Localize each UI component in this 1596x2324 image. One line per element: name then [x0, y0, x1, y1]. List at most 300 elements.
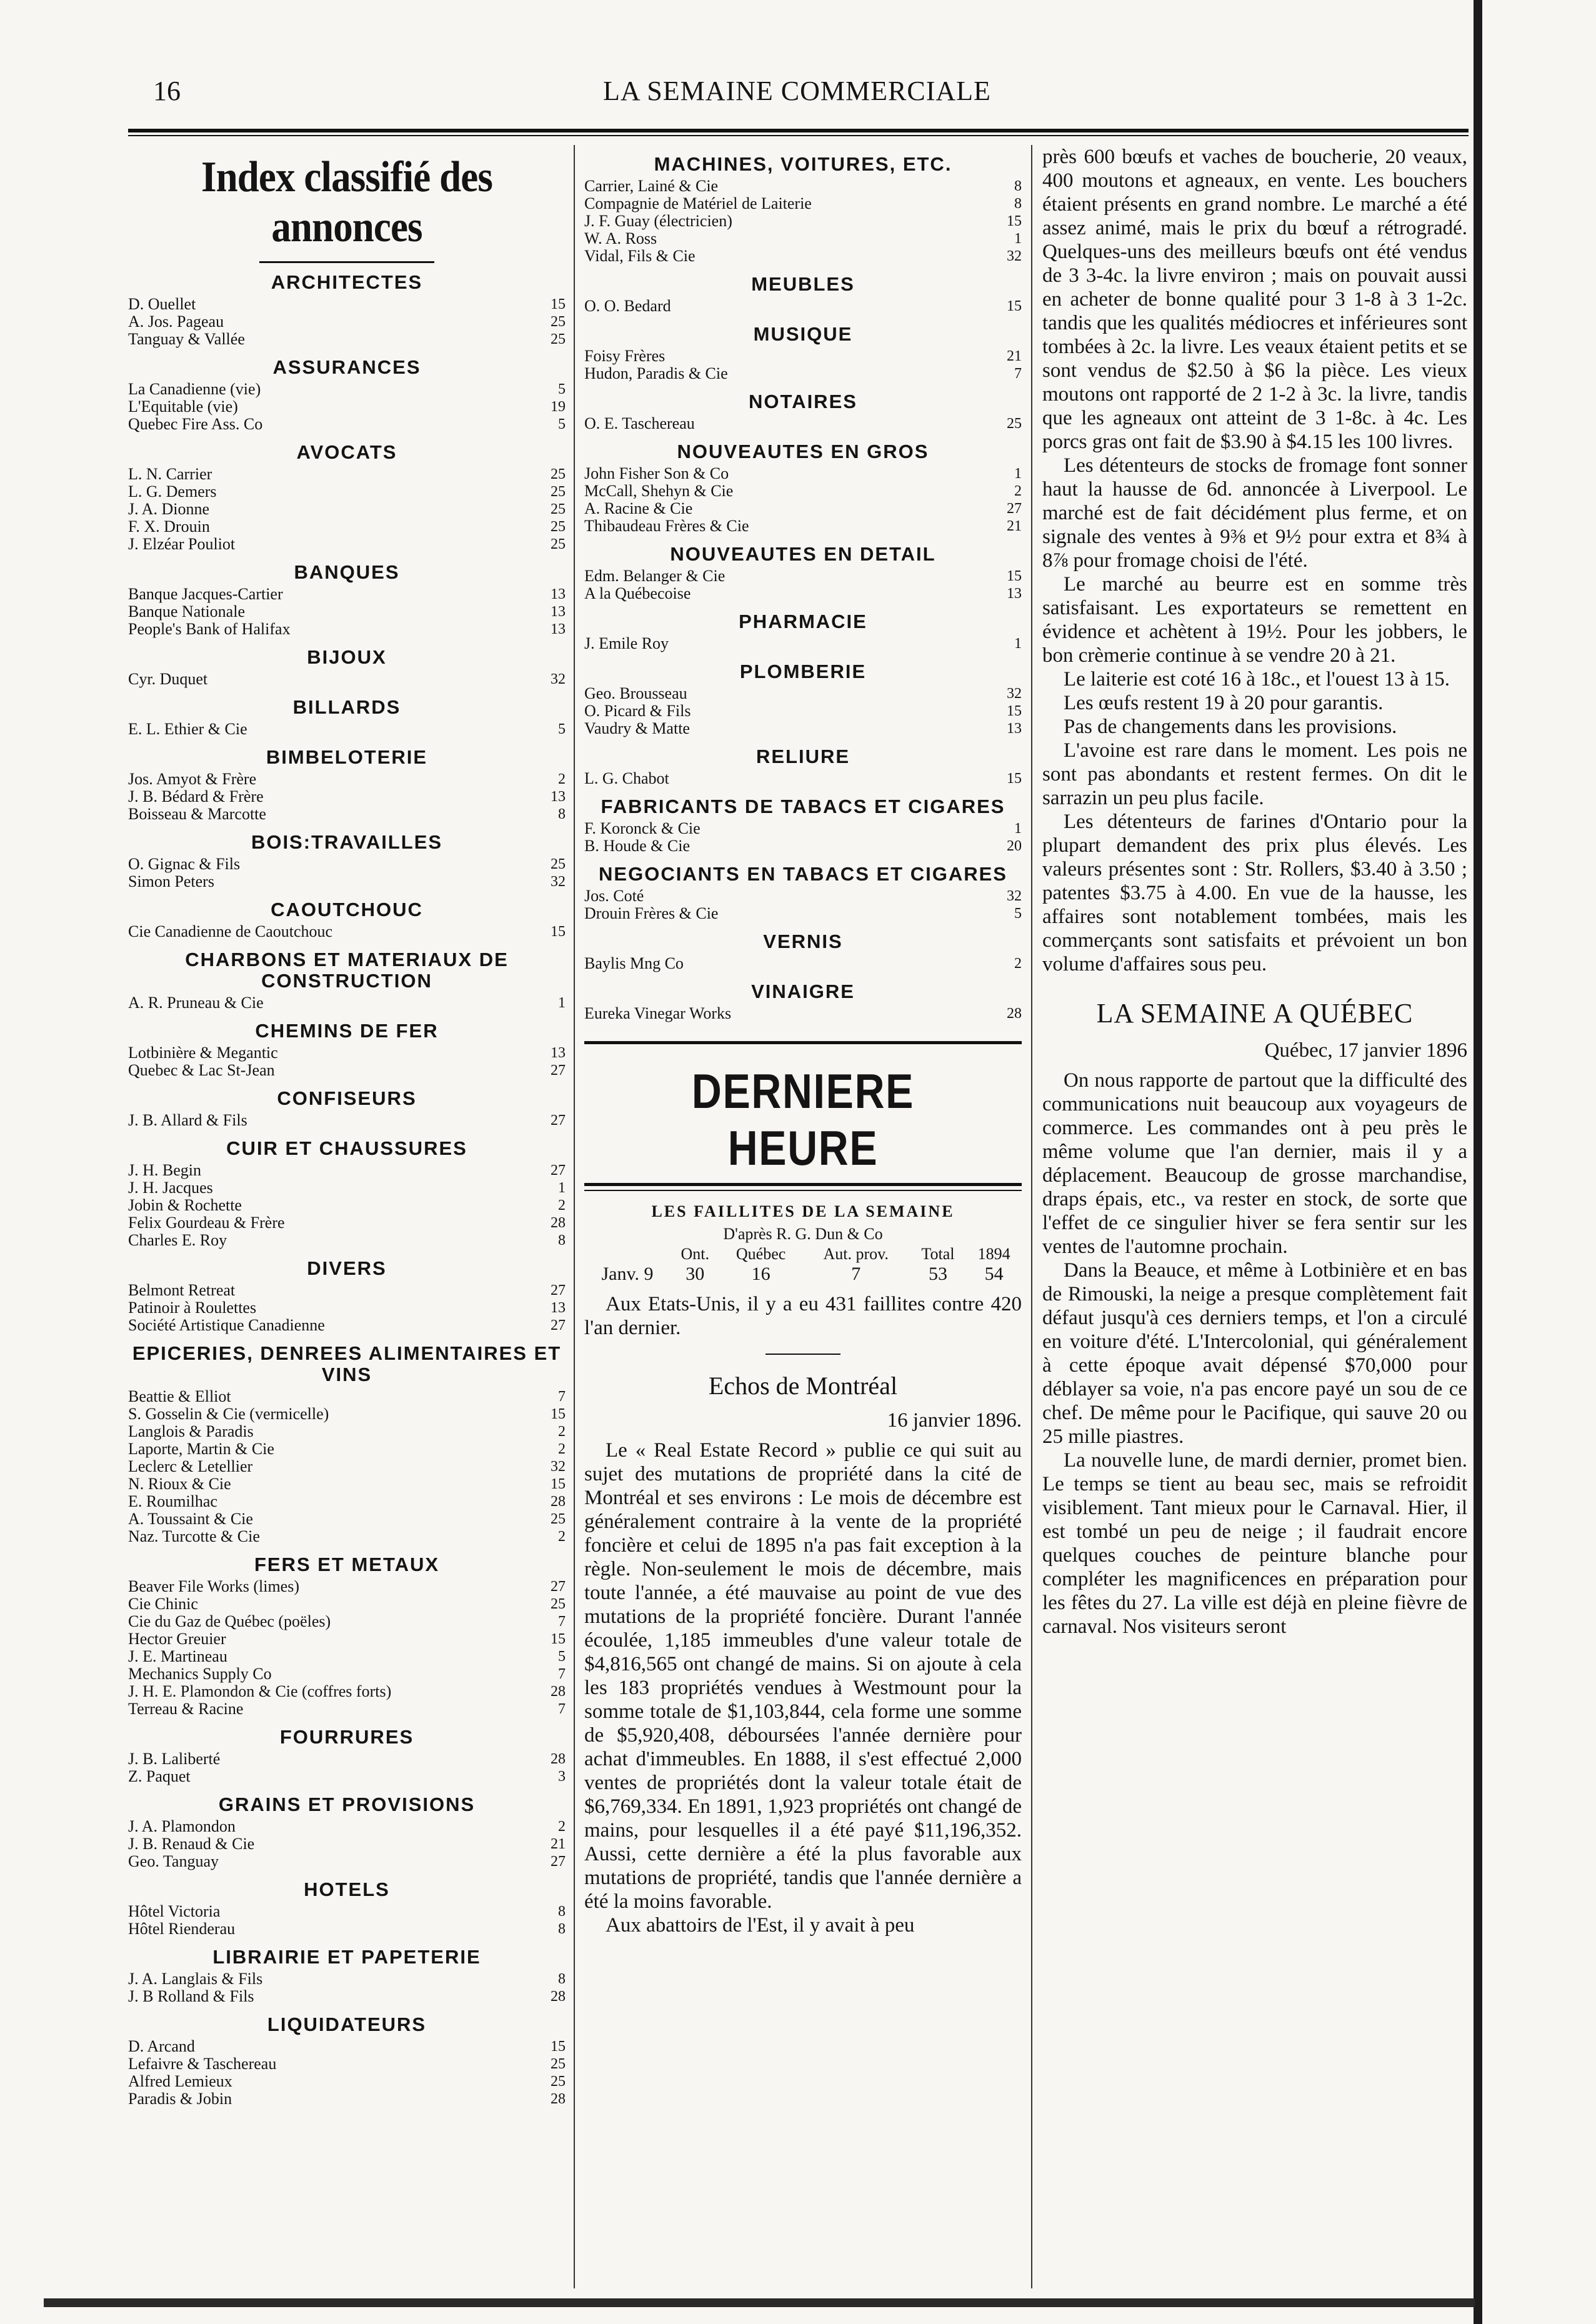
index-entry	[128, 296, 566, 313]
index-entry	[128, 1475, 566, 1493]
market-paragraph: Le marché au beurre est en somme très satisfaisant. Les exportateurs se remettent en évidence et achètent à 19½. Pour les jobbers, le bon crèmerie continue à se vendre 20 à 21.	[1042, 573, 1467, 667]
advertiser-name: J. Elzéar Pouliot	[128, 535, 236, 553]
page-ref: 32	[1007, 888, 1022, 904]
advertiser-name: Jos. Amyot & Frère	[128, 770, 257, 788]
advertiser-name: Charles E. Roy	[128, 1231, 227, 1249]
page-ref: 27	[551, 1317, 566, 1334]
index-entry	[128, 1613, 566, 1630]
page-ref: 15	[1007, 771, 1022, 787]
index-entry	[128, 1903, 566, 1920]
advertiser-name: Jos. Coté	[584, 887, 644, 905]
advertiser-name: J. B Rolland & Fils	[128, 1987, 254, 2005]
index-category-heading: FABRICANTS DE TABACS ET CIGARES	[601, 795, 1005, 817]
advertiser-name: J. A. Langlais & Fils	[128, 1970, 263, 1988]
advertiser-name: D. Ouellet	[128, 295, 196, 313]
page-ref: 32	[1007, 248, 1022, 264]
table-cell: 16	[751, 1264, 771, 1284]
index-category-heading: BOIS:TRAVAILLES	[251, 831, 443, 853]
page-ref: 28	[551, 1683, 566, 1700]
page-ref: 8	[558, 1971, 566, 1987]
index-entry	[128, 1214, 566, 1232]
index-entry	[128, 1388, 566, 1405]
index-entry	[584, 365, 1022, 382]
index-category-heading: NOUVEAUTES EN GROS	[677, 441, 929, 462]
index-entry	[584, 177, 1022, 195]
page-ref: 13	[551, 586, 566, 602]
advertiser-name: J. B. Allard & Fils	[128, 1111, 247, 1129]
page-ref: 7	[558, 1389, 566, 1405]
advertiser-name: O. Gignac & Fils	[128, 855, 241, 873]
advertiser-name: Beaver File Works (limes)	[128, 1577, 299, 1595]
page-ref: 28	[551, 2091, 566, 2107]
advertiser-name: J. H. Jacques	[128, 1179, 213, 1197]
index-entry	[584, 955, 1022, 972]
page-ref: 15	[551, 2038, 566, 2055]
index-entry	[128, 1232, 566, 1249]
index-entry	[128, 536, 566, 553]
index-entry	[584, 465, 1022, 482]
advertiser-name: Société Artistique Canadienne	[128, 1316, 325, 1334]
masthead: LA SEMAINE COMMERCIALE	[603, 76, 991, 106]
advertiser-name: Hôtel Victoria	[128, 1902, 221, 1920]
table-cell: 7	[851, 1264, 861, 1284]
advertiser-name: Thibaudeau Frères & Cie	[584, 517, 749, 535]
index-category-heading: PHARMACIE	[739, 611, 867, 632]
index-entry	[584, 720, 1022, 737]
index-categories-2	[584, 154, 1022, 1022]
index-column-2	[584, 145, 1022, 1937]
advertiser-name: Eureka Vinegar Works	[584, 1004, 732, 1022]
index-entry	[584, 567, 1022, 585]
page-ref: 28	[1007, 1005, 1022, 1022]
index-category-heading: FERS ET METAUX	[254, 1553, 440, 1575]
advertiser-name: Lefaivre & Taschereau	[128, 2055, 277, 2073]
index-entry	[128, 1423, 566, 1440]
index-entry	[128, 1630, 566, 1648]
advertiser-name: Vaudry & Matte	[584, 719, 690, 737]
advertiser-name: E. Roumilhac	[128, 1492, 217, 1510]
column-3	[1042, 145, 1467, 1638]
market-paragraph: L'avoine est rare dans le moment. Les pois ne sont pas abondants et restent fermes. On dit le sarrazin un peu plus facile.	[1042, 739, 1467, 809]
index-category-heading: CHARBONS ET MATERIAUX DE CONSTRUCTION	[185, 949, 509, 992]
page-ref: 27	[551, 1112, 566, 1129]
advertiser-name: Naz. Turcotte & Cie	[128, 1527, 260, 1545]
index-entry	[128, 923, 566, 940]
index-entry	[128, 1920, 566, 1938]
index-category-heading: MEUBLES	[751, 273, 855, 295]
table-header-cell: 1894	[977, 1245, 1010, 1263]
market-paragraph: Les œufs restent 19 à 20 pour garantis.	[1064, 692, 1384, 714]
advertiser-name: Quebec Fire Ass. Co	[128, 415, 263, 433]
advertiser-name: J. E. Martineau	[128, 1647, 227, 1665]
advertiser-name: J. B. Renaud & Cie	[128, 1835, 255, 1853]
index-entry	[584, 415, 1022, 432]
index-entry	[128, 1700, 566, 1718]
advertiser-name: J. F. Guay (électricien)	[584, 212, 732, 230]
page-ref: 28	[551, 1215, 566, 1231]
index-entry	[128, 501, 566, 518]
page-ref: 8	[558, 1903, 566, 1920]
page-ref: 8	[558, 1232, 566, 1249]
index-entry	[584, 500, 1022, 517]
page-ref: 32	[551, 1459, 566, 1475]
advertiser-name: John Fisher Son & Co	[584, 464, 729, 482]
advertiser-name: L. G. Demers	[128, 482, 217, 501]
advertiser-name: McCall, Shehyn & Cie	[584, 482, 734, 500]
page-ref: 8	[1014, 178, 1022, 194]
advertiser-name: Hector Greuier	[128, 1630, 226, 1648]
page-header	[153, 75, 1465, 125]
section-rule	[584, 1041, 1022, 1044]
table-header-cell: Ont.	[681, 1245, 709, 1263]
page-ref: 2	[558, 771, 566, 787]
faillites-data-row	[584, 1264, 1022, 1285]
index-entry	[128, 621, 566, 638]
page-ref: 27	[551, 1853, 566, 1870]
page-ref: 5	[558, 416, 566, 432]
index-entry	[128, 1162, 566, 1179]
index-entry	[128, 1648, 566, 1665]
header-rule	[128, 129, 1469, 132]
page-ref: 7	[1014, 366, 1022, 382]
advertiser-name: Belmont Retreat	[128, 1281, 236, 1299]
index-entry	[584, 685, 1022, 702]
column-divider	[574, 145, 575, 2288]
page-ref: 1	[558, 1180, 566, 1196]
index-entry	[128, 2090, 566, 2108]
advertiser-name: Jobin & Rochette	[128, 1196, 242, 1214]
table-header-cell: Total	[921, 1245, 955, 1263]
page-ref: 1	[558, 995, 566, 1011]
index-entry	[128, 1665, 566, 1683]
index-category-heading: VERNIS	[763, 930, 843, 952]
table-cell: 30	[686, 1264, 705, 1284]
index-category-heading: FOURRURES	[279, 1726, 414, 1748]
index-category-heading: CUIR ET CHAUSSURES	[226, 1137, 467, 1159]
advertiser-name: J. B. Laliberté	[128, 1750, 221, 1768]
index-category-heading: GRAINS ET PROVISIONS	[218, 1793, 476, 1815]
page-ref: 25	[551, 519, 566, 535]
advertiser-name: Geo. Brousseau	[584, 684, 687, 702]
index-category-heading: LIQUIDATEURS	[267, 2013, 427, 2035]
advertiser-name: People's Bank of Halifax	[128, 620, 291, 638]
index-entry	[584, 887, 1022, 905]
index-entry	[128, 1440, 566, 1458]
advertiser-name: Cie Chinic	[128, 1595, 198, 1613]
index-entry	[128, 1282, 566, 1299]
index-category-heading: VINAIGRE	[751, 980, 855, 1002]
quebec-paragraph: Dans la Beauce, et même à Lotbinière et en bas de Rimouski, la neige a presque complètement fait défaut jusqu'à ces derniers temps, et l'on a circulé en voiture d'été. L'Intercolonial, qui généralement à cette époque avait dépensé $70,000 pour déblayer sa voie, n'a pas encore payé un sou de ce chef. De même pour le Pacifique, qui sauve 20 ou 25 mille piastres.	[1042, 1259, 1467, 1448]
advertiser-name: Edm. Belanger & Cie	[584, 567, 726, 585]
index-category-heading: NEGOCIANTS EN TABACS ET CIGARES	[599, 863, 1007, 885]
page-ref: 2	[558, 1818, 566, 1835]
faillites-table	[584, 1245, 1022, 1285]
advertiser-name: Quebec & Lac St-Jean	[128, 1061, 275, 1079]
advertiser-name: Beattie & Elliot	[128, 1387, 231, 1405]
page-ref: 15	[1007, 568, 1022, 584]
page-ref: 32	[551, 671, 566, 687]
market-paragraph: Les détenteurs de farines d'Ontario pour la plupart demandent des prix plus élevés. Les valeurs présentes sont : Str. Rollers, $3.40 à 3.50 ; patentes $3.75 à 4.00. En vue de la hausse, les affaires sont notablement tombées, mais les commerçants sont satisfaits et prévoient un bon volume d'affaires sous peu.	[1042, 810, 1467, 975]
index-category-heading: CHEMINS DE FER	[255, 1020, 439, 1042]
index-entry	[128, 1683, 566, 1700]
advertiser-name: Lotbinière & Megantic	[128, 1044, 278, 1062]
index-entry	[128, 331, 566, 348]
index-entry	[584, 297, 1022, 315]
page-ref: 25	[551, 1511, 566, 1527]
advertiser-name: Laporte, Martin & Cie	[128, 1440, 274, 1458]
index-category-heading: BIMBELOTERIE	[266, 746, 428, 768]
index-entry	[128, 994, 566, 1012]
advertiser-name: E. L. Ethier & Cie	[128, 720, 247, 738]
page-ref: 13	[551, 789, 566, 805]
page-ref: 25	[551, 484, 566, 500]
page-ref: 2	[558, 1529, 566, 1545]
index-entry	[128, 1062, 566, 1079]
page-ref: 2	[558, 1441, 566, 1457]
market-paragraph: Pas de changements dans les provisions.	[1064, 716, 1397, 738]
index-category-heading: ASSURANCES	[272, 356, 421, 378]
index-entry	[128, 416, 566, 433]
advertiser-name: Patinoir à Roulettes	[128, 1299, 257, 1317]
page-edge-bottom	[44, 2298, 1475, 2307]
index-entry	[128, 805, 566, 823]
index-entry	[128, 1197, 566, 1214]
short-rule	[766, 1354, 840, 1355]
page-ref: 21	[1007, 348, 1022, 364]
index-entry	[584, 212, 1022, 230]
advertiser-name: Simon Peters	[128, 872, 214, 890]
index-title: Index classifié des annonces	[201, 153, 492, 251]
advertiser-name: Cie Canadienne de Caoutchouc	[128, 922, 333, 940]
index-entry	[128, 788, 566, 805]
advertiser-name: O. E. Taschereau	[584, 414, 695, 432]
index-entry	[584, 905, 1022, 922]
index-entry	[128, 398, 566, 416]
advertiser-name: Compagnie de Matériel de Laiterie	[584, 194, 812, 212]
section-rule	[584, 1183, 1022, 1186]
page-ref: 7	[558, 1613, 566, 1630]
index-entry	[128, 1299, 566, 1317]
index-entry	[128, 1179, 566, 1197]
page-ref: 13	[551, 604, 566, 620]
page-ref: 15	[551, 1631, 566, 1647]
index-entry	[128, 1750, 566, 1768]
advertiser-name: Drouin Frères & Cie	[584, 904, 719, 922]
index-entry	[128, 1595, 566, 1613]
index-entry	[584, 347, 1022, 365]
section-rule-thin	[584, 1190, 1022, 1191]
table-cell: Janv. 9	[601, 1264, 654, 1284]
page-ref: 27	[551, 1062, 566, 1079]
index-entry	[584, 482, 1022, 500]
page-ref: 13	[1007, 586, 1022, 602]
index-category-heading: DIVERS	[307, 1257, 387, 1279]
advertiser-name: J. B. Bédard & Frère	[128, 787, 264, 805]
table-header-cell: Aut. prov.	[823, 1245, 889, 1263]
index-entry	[128, 2073, 566, 2090]
quebec-title: LA SEMAINE A QUÉBEC	[1096, 998, 1414, 1029]
page-ref: 19	[551, 399, 566, 415]
page-ref: 15	[551, 924, 566, 940]
advertiser-name: Geo. Tanguay	[128, 1852, 219, 1870]
page-ref: 25	[551, 2056, 566, 2072]
page-ref: 2	[1014, 955, 1022, 972]
page-ref: 27	[551, 1162, 566, 1179]
index-entry	[584, 585, 1022, 602]
index-entry	[584, 635, 1022, 652]
advertiser-name: J. A. Dionne	[128, 500, 209, 518]
index-entry	[128, 313, 566, 331]
index-category-heading: EPICERIES, DENREES ALIMENTAIRES ET VINS	[132, 1342, 562, 1385]
advertiser-name: D. Arcand	[128, 2037, 195, 2055]
advertiser-name: Baylis Mng Co	[584, 954, 684, 972]
faillites-header-row	[584, 1245, 1022, 1264]
derniere-heure-title: DERNIERE HEURE	[691, 1064, 915, 1175]
advertiser-name: A. Racine & Cie	[584, 499, 693, 517]
index-category-heading: CONFISEURS	[277, 1087, 417, 1109]
advertiser-name: L. G. Chabot	[584, 769, 669, 787]
index-entry	[128, 483, 566, 501]
advertiser-name: Leclerc & Letellier	[128, 1457, 253, 1475]
index-entry	[128, 2038, 566, 2055]
page-ref: 8	[1014, 196, 1022, 212]
advertiser-name: Cyr. Duquet	[128, 670, 208, 688]
advertiser-name: L'Equitable (vie)	[128, 397, 238, 416]
advertiser-name: J. H. E. Plamondon & Cie (coffres forts)	[128, 1682, 392, 1700]
advertiser-name: Alfred Lemieux	[128, 2072, 232, 2090]
page-edge-right	[1474, 0, 1482, 2324]
index-entry	[128, 2055, 566, 2073]
index-entry	[128, 771, 566, 788]
page-ref: 5	[558, 1648, 566, 1665]
page-ref: 8	[558, 806, 566, 822]
advertiser-name: F. Koronck & Cie	[584, 819, 701, 837]
page-ref: 1	[1014, 466, 1022, 482]
index-entry	[128, 1970, 566, 1988]
advertiser-name: Felix Gourdeau & Frère	[128, 1214, 285, 1232]
index-entry	[128, 1528, 566, 1545]
page-ref: 32	[551, 874, 566, 890]
page-ref: 25	[551, 536, 566, 552]
index-entry	[128, 873, 566, 890]
faillites-heading: LES FAILLITES DE LA SEMAINE	[651, 1202, 955, 1220]
index-entry	[584, 820, 1022, 837]
page-ref: 7	[558, 1666, 566, 1682]
advertiser-name: La Canadienne (vie)	[128, 380, 261, 398]
index-entry	[584, 1005, 1022, 1022]
page-ref: 2	[1014, 483, 1022, 499]
advertiser-name: N. Rioux & Cie	[128, 1475, 231, 1493]
advertiser-name: Cie du Gaz de Québec (poëles)	[128, 1612, 331, 1630]
index-category-heading: HOTELS	[304, 1878, 390, 1900]
advertiser-name: J. Emile Roy	[584, 634, 669, 652]
page-ref: 3	[558, 1768, 566, 1785]
index-category-heading: BILLARDS	[292, 696, 401, 718]
index-entry	[584, 837, 1022, 855]
quebec-paragraph: La nouvelle lune, de mardi dernier, promet bien. Le temps se tient au beau sec, mais se refroidit visiblement. Tant mieux pour le Carnaval. Hier, il est tombé un peu de neige ; il faudrait encore quelques couches de peinture blanche pour compléter les magnificences en préparation pour les fêtes du 27. La ville est déjà en pleine fièvre de carnaval. Nos visiteurs seront	[1042, 1449, 1467, 1638]
table-cell: 53	[928, 1264, 947, 1284]
index-category-heading: NOTAIRES	[749, 391, 857, 412]
index-entry	[584, 517, 1022, 535]
advertiser-name: Boisseau & Marcotte	[128, 805, 266, 823]
faillites-source: D'après R. G. Dun & Co	[723, 1225, 883, 1243]
page-ref: 13	[551, 1045, 566, 1061]
page-ref: 25	[551, 466, 566, 482]
page-ref: 15	[551, 296, 566, 312]
advertiser-name: L. N. Carrier	[128, 465, 212, 483]
quebec-paragraph: On nous rapporte de partout que la difficulté des communications nuit beaucoup aux voyageurs de commerce. Les commandes ont à peu près le même volume que l'an dernier, mais il y a déplacement. Beaucoup de grosse marchandise, draps épais, etc., va rester en stock, de sorte que l'effet de ce singulier hiver se fera sentir sur les ventes de l'automne prochain.	[1042, 1069, 1467, 1258]
page-ref: 2	[558, 1197, 566, 1214]
index-entry	[128, 518, 566, 536]
page-ref: 28	[551, 1494, 566, 1510]
index-entry	[128, 1768, 566, 1785]
page-ref: 5	[558, 381, 566, 397]
page-ref: 21	[551, 1836, 566, 1852]
page-ref: 21	[1007, 518, 1022, 534]
quebec-date: Québec, 17 janvier 1896	[1264, 1039, 1467, 1062]
page-ref: 25	[551, 314, 566, 330]
index-entry	[128, 671, 566, 688]
advertiser-name: Mechanics Supply Co	[128, 1665, 272, 1683]
advertiser-name: Foisy Frères	[584, 347, 666, 365]
market-paragraph: près 600 bœufs et vaches de boucherie, 20 veaux, 400 moutons et agneaux, en vente. Les bouchers étaient présents en grand nombre. Le marché a été assez animé, mais le prix du bœuf a rétrogradé. Quelques-uns des meilleurs bœufs ont été vendus de 3 3-4c. la livre environ ; mais on pouvait aussi en acheter de bonne qualité pour 3 1-8 à 3 1-2c. tandis que les qualités médiocres et inférieures sont tombées à 2c. la livre. Les veaux étaient petits et se sont vendus de $2.50 à $6 la pièce. Les vieux moutons ont rapporté de 2 1-2 à 3c. la livre, tandis que les agneaux ont atteint de 3 1-8c. à 4c. Les porcs gras ont fait de $3.90 à $4.15 les 100 livres.	[1042, 146, 1467, 453]
index-entry	[584, 195, 1022, 212]
index-column-1	[128, 145, 566, 2108]
index-category-heading: BIJOUX	[307, 646, 387, 668]
index-entry	[128, 855, 566, 873]
page-ref: 15	[1007, 703, 1022, 719]
page-ref: 25	[551, 2073, 566, 2090]
index-entry	[128, 381, 566, 398]
index-entry	[128, 1458, 566, 1475]
page-ref: 25	[551, 856, 566, 872]
index-category-heading: PLOMBERIE	[739, 661, 867, 682]
index-category-heading: ARCHITECTES	[271, 271, 423, 293]
index-category-heading: CAOUTCHOUC	[271, 899, 423, 920]
table-header-cell: Québec	[736, 1245, 786, 1263]
page-ref: 13	[551, 621, 566, 637]
advertiser-name: O. O. Bedard	[584, 297, 671, 315]
echos-title: Echos de Montréal	[708, 1372, 898, 1400]
advertiser-name: J. H. Begin	[128, 1161, 201, 1179]
index-entry	[128, 1853, 566, 1870]
advertiser-name: A. Jos. Pageau	[128, 312, 224, 331]
index-entry	[128, 1578, 566, 1595]
page-ref: 5	[1014, 905, 1022, 922]
page-ref: 25	[551, 501, 566, 517]
index-category-heading: MACHINES, VOITURES, ETC.	[654, 153, 952, 175]
advertiser-name: Tanguay & Vallée	[128, 330, 245, 348]
advertiser-name: Langlois & Paradis	[128, 1422, 254, 1440]
advertiser-name: Hudon, Paradis & Cie	[584, 364, 728, 382]
advertiser-name: Z. Paquet	[128, 1767, 191, 1785]
page-ref: 13	[1007, 721, 1022, 737]
index-entry	[128, 1988, 566, 2005]
index-entry	[128, 721, 566, 738]
page-ref: 32	[1007, 686, 1022, 702]
index-entry	[584, 770, 1022, 787]
page-ref: 27	[551, 1282, 566, 1299]
advertiser-name: Banque Jacques-Cartier	[128, 585, 283, 603]
advertiser-name: W. A. Ross	[584, 229, 657, 247]
advertiser-name: B. Houde & Cie	[584, 837, 690, 855]
page-ref: 8	[558, 1921, 566, 1937]
advertiser-name: Terreau & Racine	[128, 1700, 244, 1718]
echos-paragraph: Le « Real Estate Record » publie ce qui suit au sujet des mutations de propriété dans la cité de Montréal et ses environs : Le mois de décembre est généralement contraire à la vente de la propriété foncière et celui de 1895 n'a pas fait exception à la règle. Non-seulement le mois de décembre, mais toute l'année, a été mauvaise au point de vue des mutations de la propriété foncière. Durant l'année écoulée, 1,185 immeubles d'une valeur totale de $4,816,565 ont changé de mains. Si on ajoute à cela les 183 propriétés vendues à Westmount pour la somme totale de $1,103,844, cela forme une somme de $5,920,408, déboursées l'année dernière pour achat d'immeubles. En 1888, il s'est effectué 2,000 ventes de propriétés dont la valeur totale était de $6,769,334. En 1891, 1,923 propriétés ont changé de mains, pour lesquelles il a été payé $11,196,352. Aussi, cette dernière a été la plus favorable aux mutations de propriété, tandis que l'année dernière a été la moins favorable.	[584, 1439, 1022, 1913]
page-ref: 27	[551, 1578, 566, 1595]
index-entry	[128, 466, 566, 483]
market-paragraph: Le laiterie est coté 16 à 18c., et l'ouest 13 à 15.	[1064, 668, 1450, 691]
